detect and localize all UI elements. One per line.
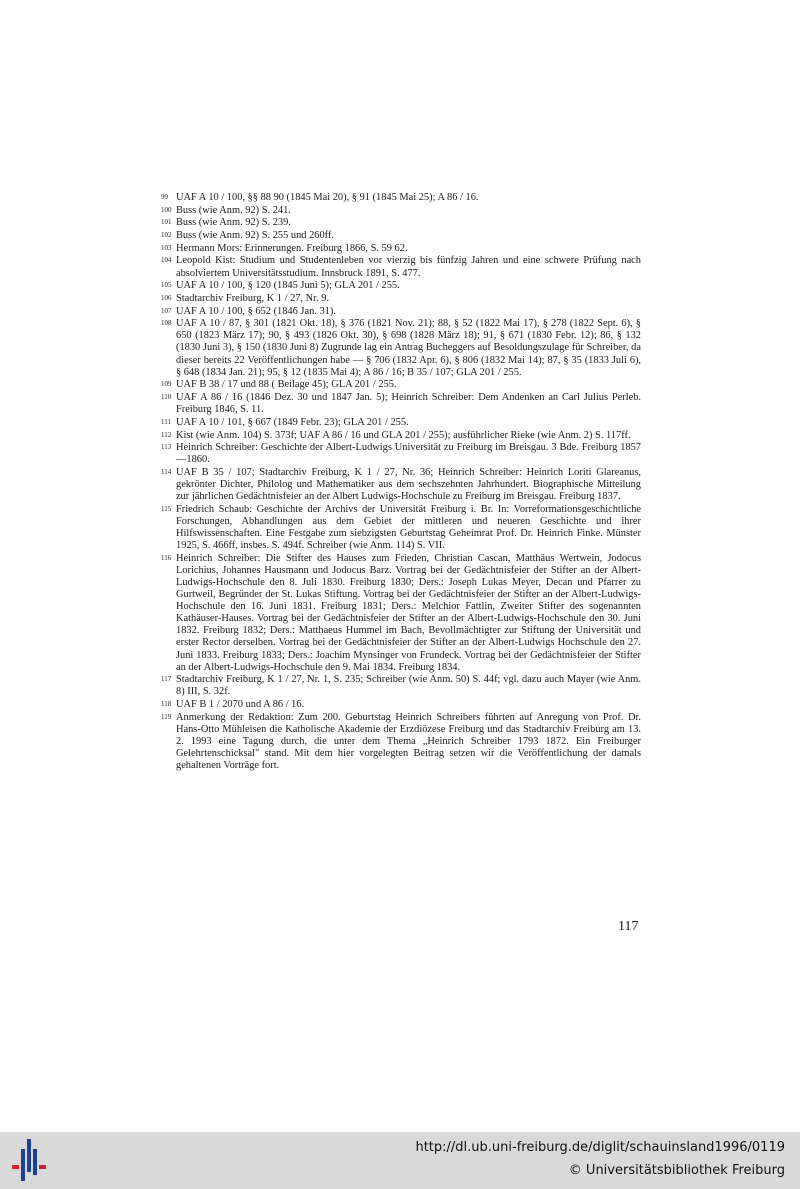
footnote-number: 102 [161, 231, 172, 240]
footnote-item [161, 318, 641, 378]
footnote-number: 113 [161, 443, 172, 452]
footnote-item [161, 306, 641, 318]
footnote-item [161, 243, 641, 255]
footnote-text: Stadtarchiv Freiburg, K 1 / 27, Nr. 1, S. 235; Schreiber (wie Anm. 50) S. 44f; vgl. dazu auch Mayer (wie Anm. 8) III, S. 32f. [176, 674, 641, 698]
footnote-number: 109 [161, 380, 172, 389]
footnote-number: 116 [161, 553, 172, 562]
document-url-link[interactable]: http://dl.ub.uni-freiburg.de/diglit/schauinsland1996/0119 [415, 1140, 785, 1155]
footnote-number: 110 [161, 393, 172, 402]
footnote-number: 107 [161, 306, 172, 315]
footnote-text: UAF A 10 / 100, § 120 (1845 Juni 5); GLA 201 / 255. [176, 280, 400, 292]
footnote-number: 100 [161, 205, 172, 214]
footnote-item [161, 255, 641, 279]
footnote-text: UAF A 10 / 100, § 652 (1846 Jan. 31). [176, 305, 336, 317]
footnote-item [161, 699, 641, 711]
footnote-text: Leopold Kist: Studium und Studentenleben vor vierzig bis fünfzig Jahren und eine schwere Prüfung nach absolviertem Universitätsstudium. Innsbruck 1891, S. 477. [176, 255, 641, 279]
footnote-text: Buss (wie Anm. 92) S. 239. [176, 217, 291, 229]
footnote-text: UAF B 38 / 17 und 88 ( Beilage 45); GLA 201 / 255. [176, 379, 397, 391]
footnote-item [161, 467, 641, 503]
footnote-text: UAF B 1 / 2070 und A 86 / 16. [176, 699, 305, 711]
footnote-text: Buss (wie Anm. 92) S. 255 und 260ff. [176, 230, 334, 242]
footnote-text: Stadtarchiv Freiburg, K 1 / 27, Nr. 9. [176, 292, 330, 304]
footnote-number: 104 [161, 256, 172, 265]
footnote-number: 114 [161, 467, 172, 476]
footnote-item [161, 205, 641, 217]
footnote-item [161, 217, 641, 229]
footnote-number: 108 [161, 319, 172, 328]
footnote-text: Friedrich Schaub: Geschichte der Archivs der Universität Freiburg i. Br. In: Vorreformationsgeschichtliche Forschungen, Abhandlungen aus dem Gebiet der mittleren und neueren Geschichte und ihrer Hilfswissenschaften. Eine Festgabe zum siebzigsten Geburtstag Geheimrat Prof. Dr. Heinrich Finke. Münster 1925, S. 466ff, insbes. S. 494f. Schreiber (wie Anm. 114) S. VII. [176, 503, 641, 552]
footnote-item [161, 442, 641, 466]
footnote-item [161, 293, 641, 305]
footnote-text: Heinrich Schreiber: Die Stifter des Hauses zum Frieden, Christian Cascan, Matthäus Wertwein, Jodocus Lorichius, Johannes Hausmann und Jodocus Barz. Vortrag bei der Gedächtnisfeier der Stifter an der Albert-Ludwigs-Hochschule den 8. Juli 1830. Freiburg 1830; Ders.: Joseph Lukas Meyer, Decan und Pfarrer zu Gurtweil, Begründer der St. Lukas Stiftung. Vortrag bei der Gedächtnisfeier der Stifter an der Albert-Ludwigs-Hochschule den 16. Juni 1831. Freiburg 1831; Ders.: Melchior Fattlin, Zweiter Stifter des sogenannten Kathäuser-Hauses. Vortrag bei der Gedächtnisfeier der Stifter an der Albert-Ludwigs-Hochschule den 30. Juni 1832. Freiburg 1832; Ders.: Matthaeus Hummel im Bach, Bevollmächtigter zur Stiftung der Universität und erster Rector derselben. Vortrag bei der Gedächtnisfeier der Stifter an der Albert-Ludwigs Hochschule den 27. Juni 1833. Freiburg 1833; Ders.: Joachim Mynsinger von Frundeck. Vortrag bei der Gedächtnisfeier der Stifter an der Albert-Ludwigs-Hochschule den 9. Mai 1834. Freiburg 1834. [176, 552, 641, 673]
footnote-item [161, 392, 641, 416]
footnote-text: Heinrich Schreiber: Geschichte der Albert-Ludwigs Universität zu Freiburg im Breisgau. 3 Bde. Freiburg 1857—1860. [176, 442, 641, 466]
footnote-text: UAF A 86 / 16 (1846 Dez. 30 und 1847 Jan. 5); Heinrich Schreiber: Dem Andenken an Carl Julius Perleb. Freiburg 1846, S. 11. [176, 392, 641, 416]
footnote-number: 101 [161, 218, 172, 227]
footnote-number: 106 [161, 293, 172, 302]
footnote-text: Hermann Mors: Erinnerungen. Freiburg 1866, S. 59 62. [176, 242, 408, 254]
footnote-item [161, 712, 641, 772]
footnote-number: 115 [161, 504, 172, 513]
footnote-text: Kist (wie Anm. 104) S. 373f; UAF A 86 / 16 und GLA 201 / 255); ausführlicher Rieke (wie Anm. 2) S. 117ff. [176, 429, 631, 441]
footnote-item [161, 553, 641, 674]
footnote-number: 105 [161, 281, 172, 290]
footnote-number: 117 [161, 675, 172, 684]
footnote-item [161, 417, 641, 429]
footnote-item [161, 430, 641, 442]
copyright-notice: © Universitätsbibliothek Freiburg [568, 1163, 785, 1178]
footnote-text: UAF A 10 / 100, §§ 88 90 (1845 Mai 20), § 91 (1845 Mai 25); A 86 / 16. [176, 192, 479, 203]
footnote-text: UAF A 10 / 87, § 301 (1821 Okt. 18), § 376 (1821 Nov. 21); 88, § 52 (1822 Mai 17), § 278 (1822 Sept. 6), § 650 (1823 März 17); 90, § 493 (1826 Okt. 30), § 698 (1828 März 18); 91, § 671 (1830 Febr. 12); 86, § 132 (1830 Juni 3), § 150 (1830 Juni 8) Zugrunde lag ein Antrag Bucheggers auf Besoldungszulage für Schreiber, da dieser bereits 22 Veröffentlichungen habe — § 706 (1832 Apr. 6), § 806 (1832 Mai 14); 87, § 35 (1833 Juli 6), § 648 (1834 Jan. 21); 95, § 12 (1835 Mai 4); A 86 / 16; B 35 / 107; GLA 201 / 255. [176, 318, 641, 378]
footnote-number: 119 [161, 712, 172, 721]
footnote-text: Buss (wie Anm. 92) S. 241. [176, 204, 291, 216]
footnote-number: 118 [161, 700, 172, 709]
footnote-text: UAF B 35 / 107; Stadtarchiv Freiburg, K 1 / 27, Nr. 36; Heinrich Schreiber: Heinrich Loriti Glareanus, gekrönter Dichter, Philolog und Mathematiker aus dem sechszehnten Jahrhundert. Biographische Mitteilung zur jährlichen Gedächtnisfeier an der Albert Ludwigs-Hochschule zu Freiburg im Breisgau. Freiburg 1837. [176, 466, 641, 503]
footnote-text: Anmerkung der Redaktion: Zum 200. Geburtstag Heinrich Schreibers führten auf Anregung von Prof. Dr. Hans-Otto Mühleisen die Katholische Akademie der Erzdiözese Freiburg und das Stadtarchiv Freiburg am 13. 2. 1993 eine Tagung durch, die unter dem Thema „Heinrich Schreiber 1793 1872. Ein Freiburger Gelehrtenschicksal" stand. Mit dem hier vorgelegten Beitrag setzen wir die Veröffentlichung der damals gehaltenen Vorträge fort. [176, 711, 641, 772]
page-number: 117 [618, 919, 639, 934]
footnote-item [161, 504, 641, 552]
ub-freiburg-logo-icon [12, 1137, 52, 1182]
footnote-item [161, 674, 641, 698]
footnote-item [161, 192, 641, 204]
footnote-item [161, 280, 641, 292]
footnote-number: 99 [161, 193, 168, 201]
footnote-item [161, 379, 641, 391]
footnotes-list [161, 192, 641, 773]
footnote-number: 111 [161, 417, 171, 426]
footnote-text: UAF A 10 / 101, § 667 (1849 Febr. 23); GLA 201 / 255. [176, 416, 409, 428]
footnote-number: 103 [161, 243, 172, 252]
footnote-number: 112 [161, 430, 172, 439]
footnote-item [161, 230, 641, 242]
